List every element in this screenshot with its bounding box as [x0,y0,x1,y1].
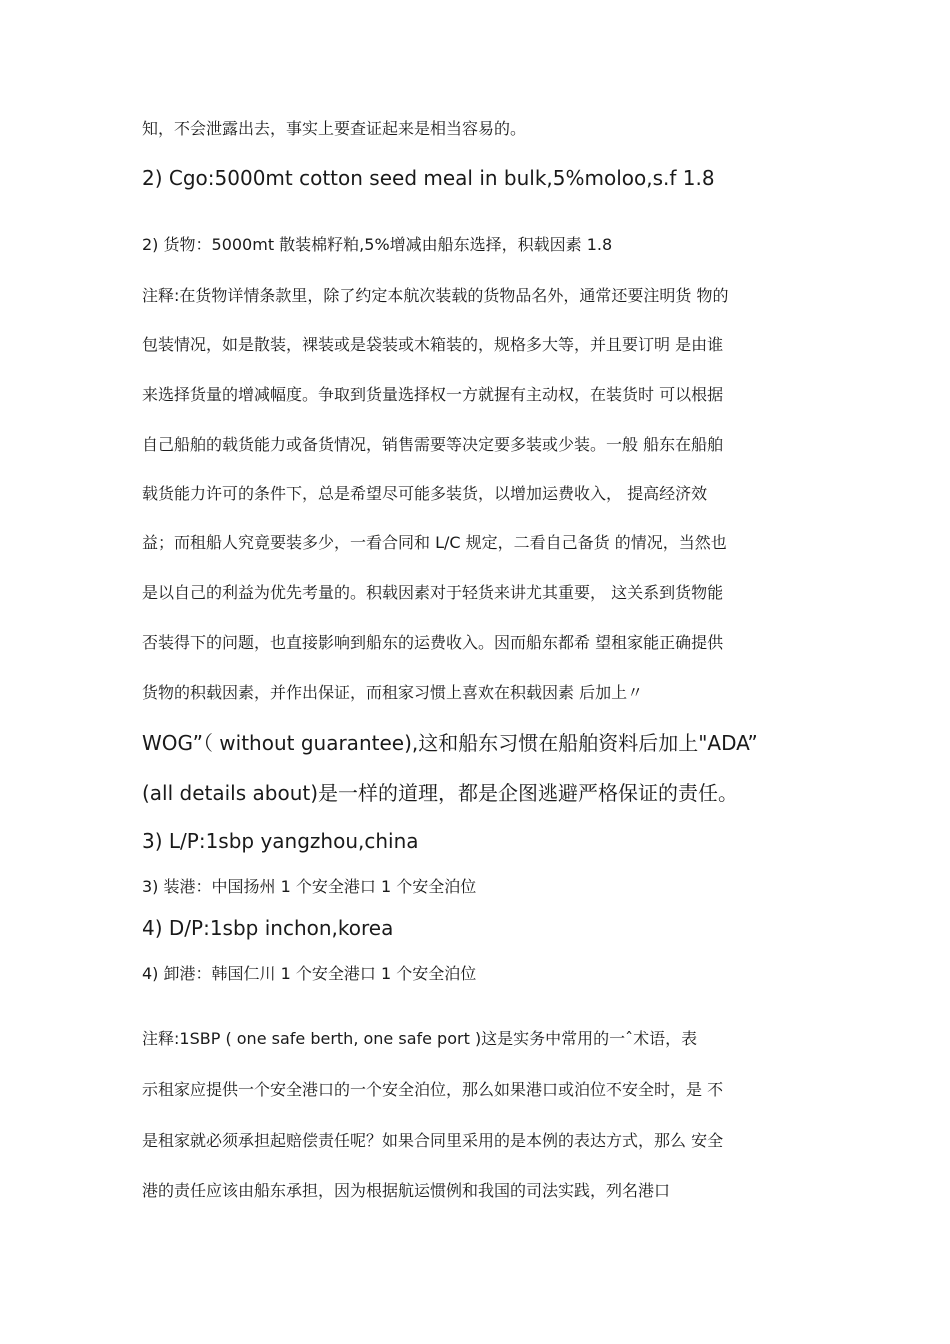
note-line: 示租家应提供一个安全港口的一个安全泊位，那么如果港口或泊位不安全时，是 不 [142,1080,724,1099]
paragraph-line: 知，不会泄露出去，事实上要查证起来是相当容易的。 [142,119,527,138]
discharge-port-chinese: 4) 卸港：韩国仁川 1 个安全港口 1 个安全泊位 [142,964,477,983]
discharge-port-english: 4) D/P:1sbp inchon,korea [142,916,394,940]
loading-port-english: 3) L/P:1sbp yangzhou,china [142,829,419,853]
note-line: 自己船舶的载货能力或备货情况，销售需要等决定要多装或少装。一般 船东在船舶 [142,435,724,454]
note-line: 否装得下的问题，也直接影响到船东的运费收入。因而船东都希 望租家能正确提供 [142,633,724,652]
note-line: 包装情况，如是散装，裸装或是袋装或木箱装的，规格多大等，并且要订明 是由谁 [142,335,724,354]
note-line: WOG”（ without guarantee),这和船东习惯在船舶资料后加上"ADA” [142,731,758,755]
note-line: 益；而租船人究竟要装多少，一看合同和 L/C 规定，二看自己备货 的情况，当然也 [142,533,727,552]
cargo-clause-chinese: 2) 货物：5000mt 散装棉籽粕,5%增减由船东选择，积载因素 1.8 [142,235,613,254]
note-line: 是租家就必须承担起赔偿责任呢？如果合同里采用的是本例的表达方式，那么 安全 [142,1131,724,1150]
note-line: 港的责任应该由船东承担，因为根据航运惯例和我国的司法实践，列名港口 [142,1181,671,1200]
cargo-clause-english: 2) Cgo:5000mt cotton seed meal in bulk,5%moloo,s.f 1.8 [142,166,715,190]
note-line: 来选择货量的增减幅度。争取到货量选择权一方就握有主动权，在装货时 可以根据 [142,385,724,404]
note-line: 载货能力许可的条件下，总是希望尽可能多装货，以增加运费收入， 提高经济效 [142,484,708,503]
note-line: 货物的积载因素，并作出保证，而租家习惯上喜欢在积载因素 后加上〃 [142,683,644,702]
note-line: 是以自己的利益为优先考量的。积载因素对于轻货来讲尤其重要， 这关系到货物能 [142,583,724,602]
note-line: (all details about)是一样的道理，都是企图逃避严格保证的责任。 [142,781,739,805]
note-line: 注释:1SBP ( one safe berth, one safe port )这是实务中常用的一ˆ术语，表 [142,1029,698,1048]
loading-port-chinese: 3) 装港：中国扬州 1 个安全港口 1 个安全泊位 [142,877,477,896]
note-line: 注释:在货物详情条款里，除了约定本航次装载的货物品名外，通常还要注明货 物的 [142,286,729,305]
